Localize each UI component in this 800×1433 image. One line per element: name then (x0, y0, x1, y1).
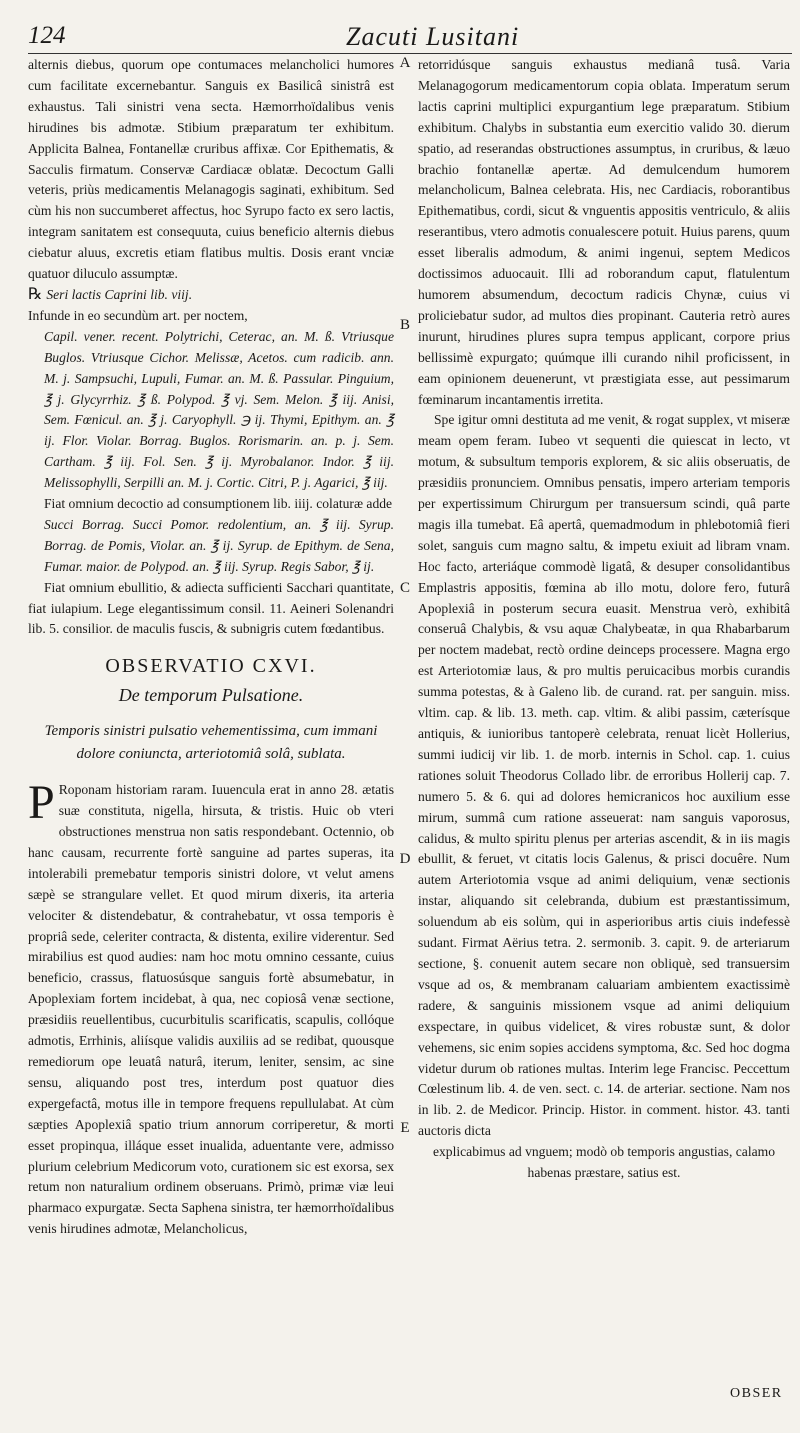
observation-title: OBSERVATIO CXVI. (105, 655, 317, 678)
margin-letter-b: B (399, 317, 410, 333)
recipe-instruction: Infunde in eo secundùm art. per noctem, (28, 307, 248, 323)
paragraph: retorridúsque sanguis exhaustus medianâ tusâ. Varia Melanagogorum medicamentorum copia oblata. Imperatum serum lactis caprini multiplici expurgantium lege præparatum. Stibium exhibitum. Chalybs in substantia eum exercitio valido 30. dierum spatio, ad reserandas obstructiones assumptus, in cruribus, & læuo brachio fontanellæ apertæ. Ad demulcendum humorem melancholicum, Balnea celebrata. His, nec Cardiacis, roborantibus Epithematibus, cordi, sicut & vnguentis appositis ventriculo, & aliis reserantibus, vtero admotis conualescere potuit. Huius parens, quum esset liberalis admodum, & animi ingenui, septem Medicos doctissimos aduocauit. Illi ad roborandum caput, flatulentum humorem absumendum, decoctum radicis Chynæ, cuius vi proliciebatur sudor, ad multos dies propinant. Cauteria retrò aures inurunt, hirudines plures supra tempus applicant, corpore prius bellissimè expurgato; quúmque illi curando nihil proficissent, in eam opinionem deuenerunt, vt præstigiata esse, aut pessimarum fœminarum incantamentis irretita. (418, 57, 790, 407)
paragraph-text: Roponam historiam raram. Iuuencula erat in anno 28. ætatis suæ constituta, nigella, hirsuta, & tristis. Huic ob vteri obstructiones menstrua non satis respondebant. Octennio, ob hanc causam, recurrente fortè sanguine ad partes superas, ita intolerabili premebatur temporis sinistri dolore, vt velut amens sæpè se strangulare vellet. Et quod mirum dixeris, ita arteria velociter & distendebatur, & contrahebatur, vt ossa temporis è propriâ sede, celeriter contracta, & distenta, exilire viderentur. Sed mirabilius est quod audies: nam hoc motu omnino cessante, cuius beneficio, crassus, flatuosúsque sanguis fortè absumebatur, in Apoplexiam fortem incidebat, à qua, nec copiosâ venæ sectione, præsidiis reuellentibus, cucurbitulis scarificatis, scapulis, collóque admotis, Errhinis, aliísque validis auxiliis ad se redibat, quousque remediorum ope leuatâ naturâ, iterum, leniter, sensim, ac sine sensu, aliquando post tres, interdum post quatuor dies expergefactâ, motus ille in tempore frequens repullulabat. At cùm sæpties Apoplexiâ spatio trium annorum corriperetur, & morti esset propinqua, illáque esset inualida, aduentante vere, admisso plurium celebrium Medicorum voto, curationem sic est exorsa, sex retum non naturalium ordinem obseruans. Primò, primæ viæ leui pharmaco expurgatæ. Secta Saphena sinistra, ter hæmorrhoïdalibus venis hirudines admotæ, Melancholicus, (28, 782, 394, 1237)
running-title: Zacuti Lusitani (346, 22, 520, 51)
margin-letter-e: E (400, 1120, 410, 1136)
recipe-line (28, 285, 394, 306)
header-rule (28, 53, 792, 54)
margin-letter-d: D (399, 851, 411, 867)
recipe-text: Seri lactis Caprini lib. viij. (46, 286, 193, 302)
observation-summary: Temporis sinistri pulsatio vehementissima, cum immani dolore coniuncta, arteriotomiâ solâ, sublata. (44, 723, 378, 763)
left-column (28, 55, 394, 1240)
closing-lines: explicabimus ad vnguem; modò ob temporis angustias, calamo habenas præstare, satius est. (432, 1144, 776, 1181)
recipe-ingredients: Succi Borrag. Succi Pomor. redolentium, an. ℥ iij. Syrup. Borrag. de Pomis, Violar. an. ℥ ij. Syrup. de Epithym. de Sena, Fumar. maior. de Polypod. an. ℥ iij. Syrup. Regis Sabor, ℥ ij. (44, 516, 394, 574)
observation-subject: De temporum Pulsatione. (118, 685, 304, 706)
right-column (418, 55, 790, 1184)
running-head (28, 22, 788, 52)
page-number: 124 (28, 22, 66, 49)
paragraph (28, 776, 394, 1240)
paragraph: Fiat omnium ebullitio, & adiecta sufficienti Sacchari quantitate, fiat iulapium. Lege elegantissimum consil. 11. Aeineri Solenandri lib. 5. consilior. de maculis fuscis, & subnigris cutem fœdantibus. (28, 579, 394, 637)
paragraph: Spe igitur omni destituta ad me venit, & rogat supplex, vt miseræ meam opem feram. Iubeo vt sequenti die quiescat in lecto, vt motum, & subsultum temporis explorem, & sic aliis obseruatis, de præsidiis pronunciem. Omnibus pensatis, impero arteriam temporis per expertissimum Chirurgum per transuersum scindi, quâ parte magis illa tumebat. Eâ apertâ, quemadmodum in phlebotomiâ fieri solet, sanguis cum magno saltu, & impetu exiuit ad libram vnam. Hoc facto, arteriáque commodè ligatâ, & desuper consolidantibus Emplastris appositis, fœmina ab illo motu, dolore fero, futurâ Apoplexiâ in posterum secura euasit. Menstrua verò, exhibitâ conseruâ Chalybis, & vsu aquæ Chalybeatæ, in qua Rhabarbarum per noctem madebat, rectò ordine deinceps processere. Magna ergo est Arteriotomiæ laus, & pro multis peruicacibus morbis curandis summa potestas, & à Galeno lib. de curand. rat. per sanguin. miss. vltim. cap. & lib. 13. meth. cap. vltim. & alibi passim, cæterísque antiquis, & iunioribus tantoperè celebrata, renuat licèt Hollerius, summi iudicij vir lib. 1. de morb. internis in Schol. cap. 1. cuius rationes soluit Theodorus Collado libr. de erroribus Hollerij cap. 7. numero 5. & 6. qui ad dolores hemicranicos hoc auxilium esse mirum, summâ cum ratione asseuerat: nam sanguis vaporosus, calidus, & multo spiritu plenus per arterias ascendit, & in iis magis ebullit, & feruet, vt citatis locis Galenus, & prisci docuêre. Num autem Arteriotomia vsque ad animi deliquium, venæ sectionis instar, aliquando sit celebranda, dubium est præstantissimum, soluendum ab eis solùm, qui in asperioribus artis ciuis indefessè sudant. Firmat Aërius tetra. 2. sermonib. 3. capit. 9. de arteriarum sectione, §. conuenit autem secare non obliquè, sed transuersim vsque ad os, & membranam caluariam ambientem exactissimè radere, & sanguinis missionem vsque ad animi deliquium exspectare, in quibus videlicet, & vires robustæ sunt, & dolor vehemens, sic enim sopies accidens symptoma, &c. Sed hoc dogma videtur durum ob rationes multas. Interim lege Francisc. Peccettum Cœlestinum lib. 4. de ven. sect. c. 14. de arteriar. sectione. Nam nos in lib. 2. de Medicor. Princip. Histor. in comment. histor. 43. tanti auctoris dicta (418, 412, 790, 1139)
catchword: OBSER (730, 1386, 783, 1401)
recipe-icon: ℞ (28, 285, 43, 303)
paragraph: Fiat omnium decoctio ad consumptionem lib. iiij. colaturæ adde (44, 496, 393, 512)
paragraph: alternis diebus, quorum ope contumaces melancholici humores cum facilitate excernebantur. Sanguis ex Basilicâ sinistrâ est exhaustus. Tali sinistri vena secta. Hæmorrhoïdalibus venis hirudines bis admotæ. Stibium præparatum ter exhibitum. Applicita Balnea, Fontanellæ cruribus affixæ. Cor Epithematis, & Sacculis firmatum. Conservæ Cardiacæ oblatæ. Decoctum Galli veteris, priùs medicamentis Melanagogis saginati, exhibitum. Sed cùm his non succumberet affectus, hoc Syrupo facto ex sero lactis, integram sanitatem est consequuta, cuius beneficio alternis diebus ciebatur aluus, excretis etiam flatibus multis. Dosis erant vnciæ quatuor diluculo assumptæ. (28, 57, 394, 282)
margin-letter-a: A (399, 55, 411, 71)
margin-letter-c: C (399, 580, 410, 596)
drop-cap: P (28, 776, 55, 830)
recipe-ingredients: Capil. vener. recent. Polytrichi, Ceterac, an. M. ß. Vtriusque Buglos. Vtriusque Cichor. Melissæ, Acetos. cum radicib. ann. M. j. Sampsuchi, Lupuli, Fumar. an. M. ß. Passular. Pinguium, ℥ j. Glycyrrhiz. ℥ ß. Polypod. ℥ vj. Sem. Melon. ℥ iij. Anisi, Sem. Fœnicul. an. ℥ j. Caryophyll. ℈ ij. Thymi, Epithym. an. ℥ ij. Flor. Violar. Borrag. Buglos. Rorismarin. an. p. j. Sem. Cartham. ℥ iij. Fol. Sen. ℥ ij. Myrobalanor. Indor. ℥ iij. Melissophylli, Serpilli an. M. j. Cortic. Citri, P. j. Agarici, ℥ iij. (44, 328, 394, 491)
